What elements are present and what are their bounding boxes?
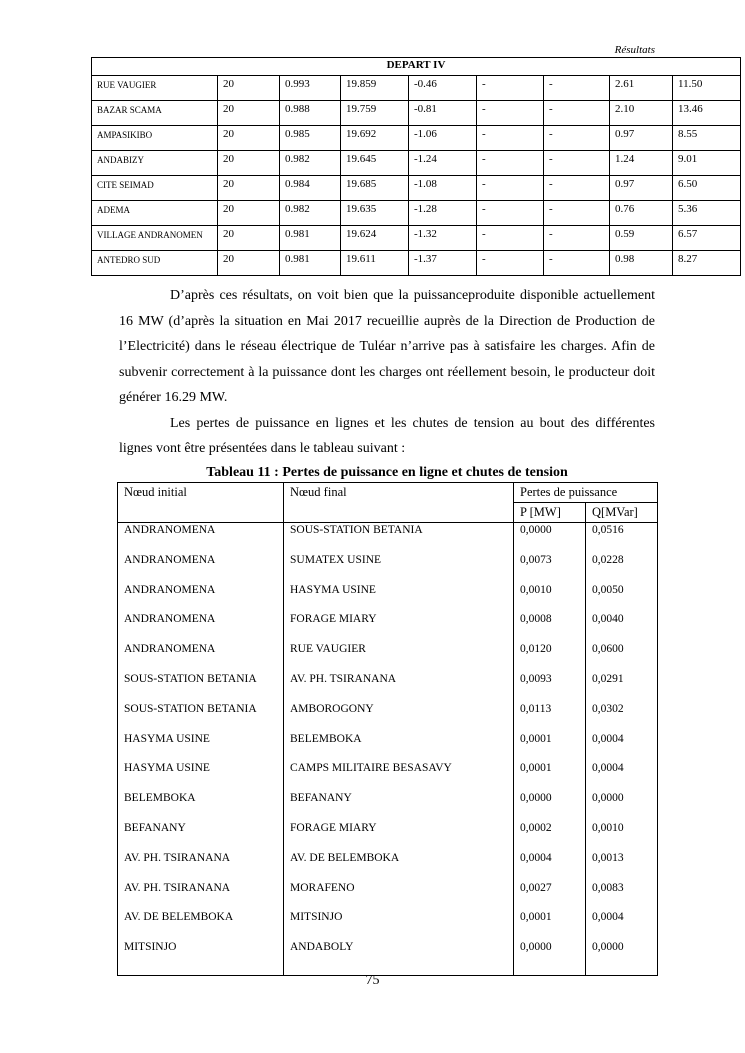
table-cell: 20 [218, 226, 280, 251]
table-cell: AV. DE BELEMBOKA [284, 851, 514, 881]
table-cell: 0,0013 [586, 851, 658, 881]
table-cell: - [477, 251, 544, 276]
table-cell: HASYMA USINE [118, 732, 284, 762]
table-cell: 0.984 [280, 176, 341, 201]
table-cell: ANDRANOMENA [118, 553, 284, 583]
table-cell: -1.32 [409, 226, 477, 251]
table-cell: 19.759 [341, 101, 409, 126]
table-row [118, 851, 658, 881]
table-cell: 0.982 [280, 201, 341, 226]
table-cell: 0.988 [280, 101, 341, 126]
table-row [118, 612, 658, 642]
table-cell: ANTEDRO SUD [92, 251, 218, 276]
table-row [118, 940, 658, 976]
table-cell: - [477, 226, 544, 251]
table-cell: ANDRANOMENA [118, 583, 284, 613]
table-row [92, 76, 741, 101]
table-cell: BELEMBOKA [118, 791, 284, 821]
table-cell: -1.24 [409, 151, 477, 176]
table-cell: CAMPS MILITAIRE BESASAVY [284, 761, 514, 791]
table-row [118, 702, 658, 732]
table-cell: - [477, 76, 544, 101]
table-cell: 0,0004 [586, 761, 658, 791]
table-cell: 19.685 [341, 176, 409, 201]
table-cell: 19.611 [341, 251, 409, 276]
table-cell: AMPASIKIBO [92, 126, 218, 151]
table-row [118, 761, 658, 791]
table-cell: 0,0516 [586, 523, 658, 553]
table-cell: 0.982 [280, 151, 341, 176]
table-caption: DEPART IV [92, 58, 741, 76]
table-cell: - [477, 126, 544, 151]
table-cell: -1.08 [409, 176, 477, 201]
table-cell: - [477, 176, 544, 201]
table-cell: 0.981 [280, 226, 341, 251]
table-row [118, 523, 658, 553]
table-row [92, 101, 741, 126]
table-cell: 0,0010 [586, 821, 658, 851]
table-cell: 2.10 [610, 101, 673, 126]
table-cell: - [477, 151, 544, 176]
table-cell: -1.28 [409, 201, 477, 226]
table-cell: 0,0120 [514, 642, 586, 672]
table-cell: RUE VAUGIER [92, 76, 218, 101]
table-caption-row [92, 58, 741, 76]
table-cell: 6.57 [673, 226, 741, 251]
table-cell: MITSINJO [284, 910, 514, 940]
table-cell: 0,0040 [586, 612, 658, 642]
table-cell: AV. PH. TSIRANANA [118, 881, 284, 911]
table-cell: 0,0008 [514, 612, 586, 642]
table-cell: - [544, 76, 610, 101]
table-row [118, 642, 658, 672]
table-cell: -0.46 [409, 76, 477, 101]
table-row [118, 881, 658, 911]
table-cell: 20 [218, 126, 280, 151]
table-cell: 0,0000 [586, 940, 658, 976]
table-cell: AV. PH. TSIRANANA [284, 672, 514, 702]
table-cell: - [477, 201, 544, 226]
table-cell: 20 [218, 201, 280, 226]
table-cell: - [544, 226, 610, 251]
table-cell: SOUS-STATION BETANIA [118, 702, 284, 732]
paragraph: D’après ces résultats, on voit bien que la puissanceproduite disponible actuellement 16 MW (d’après la situation en Mai 2017 recueillie auprès de la Direction de Production de l’Electricité) dans le réseau électrique de Tuléar n’arrive pas à satisfaire les charges. Afin de subvenir correctement à la puissance dont les charges ont réellement besoin, le producteur doit générer 16.29 MW. [119, 288, 655, 405]
table-cell: AV. DE BELEMBOKA [118, 910, 284, 940]
table-cell: 0.985 [280, 126, 341, 151]
table-row [118, 583, 658, 613]
table-cell: ANDRANOMENA [118, 612, 284, 642]
table-cell: 20 [218, 101, 280, 126]
col-header-final-node: Nœud final [284, 483, 514, 523]
table-cell: - [544, 101, 610, 126]
table-cell: ANDABOLY [284, 940, 514, 976]
paragraph: Les pertes de puissance en lignes et les chutes de tension au bout des différentes lignes vont être présentées dans le tableau suivant : [119, 415, 655, 456]
table-cell: 0,0001 [514, 761, 586, 791]
table-cell: 19.624 [341, 226, 409, 251]
table-cell: 13.46 [673, 101, 741, 126]
col-header-losses: Pertes de puissance [514, 483, 658, 503]
table-cell: 0,0050 [586, 583, 658, 613]
table-cell: 20 [218, 176, 280, 201]
table-cell: ANDRANOMENA [118, 642, 284, 672]
table-cell: BEFANANY [284, 791, 514, 821]
table-cell: -1.37 [409, 251, 477, 276]
table-cell: 0,0000 [514, 523, 586, 553]
table-row [92, 176, 741, 201]
table-cell: 0.59 [610, 226, 673, 251]
table-cell: FORAGE MIARY [284, 821, 514, 851]
table-cell: -1.06 [409, 126, 477, 151]
table-cell: 0.993 [280, 76, 341, 101]
col-header-q: Q[MVar] [586, 503, 658, 523]
table-cell: 0,0000 [514, 940, 586, 976]
table-cell: 0,0004 [586, 910, 658, 940]
table-row [118, 910, 658, 940]
table-row [118, 791, 658, 821]
table-cell: 11.50 [673, 76, 741, 101]
table-cell: 0.97 [610, 176, 673, 201]
table-row [92, 151, 741, 176]
body-text [119, 283, 655, 462]
table-cell: 0,0291 [586, 672, 658, 702]
table-cell: MITSINJO [118, 940, 284, 976]
table-cell: 0,0228 [586, 553, 658, 583]
table-cell: RUE VAUGIER [284, 642, 514, 672]
table-cell: HASYMA USINE [284, 583, 514, 613]
running-header: Résultats [614, 44, 655, 56]
table-cell: ADEMA [92, 201, 218, 226]
table-cell: AV. PH. TSIRANANA [118, 851, 284, 881]
table-cell: 0,0073 [514, 553, 586, 583]
table-cell: BEFANANY [118, 821, 284, 851]
table-cell: 0,0027 [514, 881, 586, 911]
table-cell: 0,0010 [514, 583, 586, 613]
table-row [118, 553, 658, 583]
table-cell: 0,0000 [514, 791, 586, 821]
table-cell: BELEMBOKA [284, 732, 514, 762]
table-cell: BAZAR SCAMA [92, 101, 218, 126]
table-cell: - [544, 201, 610, 226]
table-cell: 0.97 [610, 126, 673, 151]
table-cell: 6.50 [673, 176, 741, 201]
table-cell: - [544, 126, 610, 151]
table-cell: 9.01 [673, 151, 741, 176]
depart-iv-table [91, 57, 741, 276]
table-cell: HASYMA USINE [118, 761, 284, 791]
table-cell: ANDABIZY [92, 151, 218, 176]
table-cell: 19.692 [341, 126, 409, 151]
table-cell: CITE SEIMAD [92, 176, 218, 201]
table-cell: 8.55 [673, 126, 741, 151]
table-cell: 0,0113 [514, 702, 586, 732]
table-cell: MORAFENO [284, 881, 514, 911]
table-cell: - [544, 151, 610, 176]
table-row [118, 732, 658, 762]
table-cell: 1.24 [610, 151, 673, 176]
table-cell: FORAGE MIARY [284, 612, 514, 642]
col-header-initial-node: Nœud initial [118, 483, 284, 523]
table-row [92, 126, 741, 151]
table-cell: AMBOROGONY [284, 702, 514, 732]
power-loss-table [117, 482, 658, 976]
table-cell: 0,0093 [514, 672, 586, 702]
table-cell: 0,0000 [586, 791, 658, 821]
table-cell: 0,0302 [586, 702, 658, 732]
table-cell: - [544, 251, 610, 276]
col-header-p: P [MW] [514, 503, 586, 523]
table-cell: 2.61 [610, 76, 673, 101]
table-cell: 0,0004 [586, 732, 658, 762]
table-cell: 0.76 [610, 201, 673, 226]
table-cell: 0,0001 [514, 732, 586, 762]
table-cell: 0,0001 [514, 910, 586, 940]
table-row [92, 201, 741, 226]
table-cell: SOUS-STATION BETANIA [284, 523, 514, 553]
table-cell: 20 [218, 151, 280, 176]
table-cell: 0,0600 [586, 642, 658, 672]
table-cell: 0.981 [280, 251, 341, 276]
table-cell: - [477, 101, 544, 126]
table-row [118, 821, 658, 851]
table-row [118, 672, 658, 702]
table-cell: 0,0083 [586, 881, 658, 911]
table-cell: ANDRANOMENA [118, 523, 284, 553]
table-cell: 0,0004 [514, 851, 586, 881]
table-title: Tableau 11 : Pertes de puissance en ligne et chutes de tension [206, 465, 568, 480]
table-cell: SOUS-STATION BETANIA [118, 672, 284, 702]
table-row [92, 251, 741, 276]
table-cell: VILLAGE ANDRANOMEN [92, 226, 218, 251]
table-cell: 19.645 [341, 151, 409, 176]
header-row [118, 483, 658, 503]
table-cell: 8.27 [673, 251, 741, 276]
table-cell: SUMATEX USINE [284, 553, 514, 583]
table-row [92, 226, 741, 251]
table-cell: 0,0002 [514, 821, 586, 851]
table-cell: 19.859 [341, 76, 409, 101]
table-cell: 20 [218, 251, 280, 276]
table-cell: 20 [218, 76, 280, 101]
page-number: 75 [365, 973, 380, 988]
table-cell: - [544, 176, 610, 201]
table-cell: 5.36 [673, 201, 741, 226]
table-cell: 19.635 [341, 201, 409, 226]
table-cell: 0.98 [610, 251, 673, 276]
table-cell: -0.81 [409, 101, 477, 126]
